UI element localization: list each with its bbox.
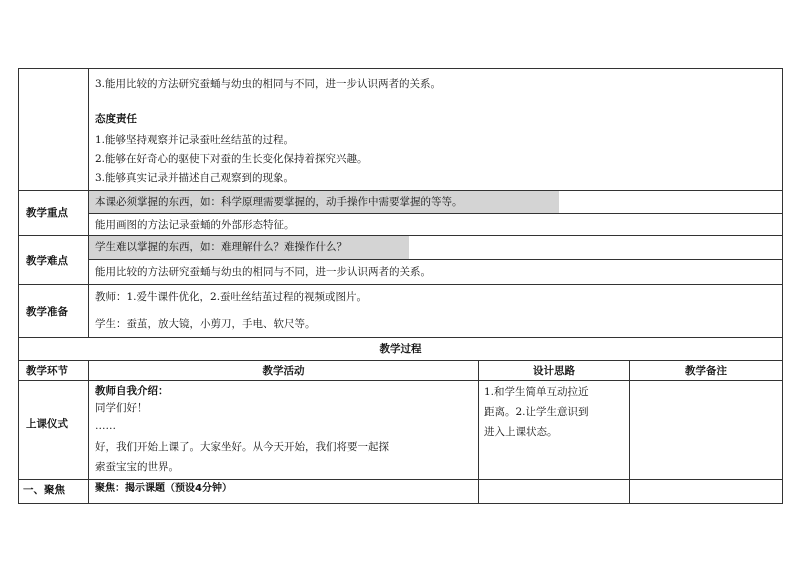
key-points-label: 教学重点	[26, 207, 68, 219]
header-activity: 教学活动	[262, 365, 305, 377]
difficulties-line-1-cell	[88, 235, 783, 260]
row1-stage: 上课仪式	[26, 418, 68, 430]
row1-activity-3: ……	[95, 420, 116, 432]
row1-design-2: 距离。2.让学生意识到	[484, 406, 589, 418]
preparation-teacher: 教师：1.爱牛课件优化，2.蚕吐丝结茧过程的视频或图片。	[95, 291, 368, 303]
header-design: 设计思路	[533, 365, 575, 377]
key-points-label-cell	[18, 190, 89, 236]
preparation-label-cell	[18, 284, 89, 338]
preparation-label: 教学准备	[26, 306, 68, 318]
difficulties-label-cell	[18, 235, 89, 285]
preparation-content-cell	[88, 284, 783, 338]
lesson-plan-table	[18, 68, 783, 504]
row2-stage-cell	[18, 479, 89, 504]
row2-activity-cell	[88, 479, 479, 504]
header-notes-cell	[629, 360, 783, 381]
header-activity-cell	[88, 360, 479, 381]
attitude-line-2: 2.能够在好奇心的驱使下对蚕的生长变化保持着探究兴趣。	[95, 153, 368, 165]
row1-activity-1: 教师自我介绍：	[95, 385, 169, 397]
row1-design-3: 进入上课状态。	[484, 426, 558, 438]
row1-notes-cell	[629, 380, 783, 480]
difficulties-line-2-cell	[88, 259, 783, 285]
key-points-line-1: 本课必须掌握的东西，如：科学原理需要掌握的，动手操作中需要掌握的等等。	[95, 196, 463, 208]
key-points-line-2: 能用画图的方法记录蚕蛹的外部形态特征。	[95, 219, 295, 231]
header-design-cell	[478, 360, 630, 381]
row2-notes-cell	[629, 479, 783, 504]
row1-activity-5: 索蚕宝宝的世界。	[95, 461, 179, 473]
attitude-title: 态度责任	[95, 113, 137, 125]
key-points-line-1-cell	[88, 190, 783, 214]
difficulties-label: 教学难点	[26, 255, 68, 267]
attitude-line-1: 1.能够坚持观察并记录蚕吐丝结茧的过程。	[95, 134, 295, 146]
row1-activity-cell	[88, 380, 479, 480]
key-points-line-2-cell	[88, 213, 783, 236]
header-notes: 教学备注	[685, 365, 727, 377]
goals-line-3: 3.能用比较的方法研究蚕蛹与幼虫的相同与不同，进一步认识两者的关系。	[95, 78, 442, 90]
row1-design-1: 1.和学生简单互动拉近	[484, 386, 589, 398]
goals-content-cell	[88, 68, 783, 191]
difficulties-line-2: 能用比较的方法研究蚕蛹与幼虫的相同与不同，进一步认识两者的关系。	[95, 266, 431, 278]
row2-stage: 一、聚焦	[23, 484, 65, 496]
preparation-student: 学生：蚕茧，放大镜，小剪刀，手电、软尺等。	[95, 318, 316, 330]
goals-label-cell	[18, 68, 89, 191]
row1-activity-2: 同学们好！	[95, 402, 148, 414]
difficulties-line-1: 学生难以掌握的东西，如：难理解什么？难操作什么？	[95, 241, 347, 253]
attitude-line-3: 3.能够真实记录并描述自己观察到的现象。	[95, 172, 295, 184]
row2-design-cell	[478, 479, 630, 504]
row2-activity: 聚焦：揭示课题（预设4分钟）	[95, 483, 232, 494]
process-title: 教学过程	[379, 343, 422, 355]
header-stage-cell	[18, 360, 89, 381]
row1-activity-4: 好，我们开始上课了。大家坐好。从今天开始，我们将要一起探	[95, 441, 389, 453]
row1-design-cell	[478, 380, 630, 480]
row1-stage-cell	[18, 380, 89, 480]
process-title-cell	[18, 337, 783, 361]
header-stage: 教学环节	[26, 365, 68, 377]
